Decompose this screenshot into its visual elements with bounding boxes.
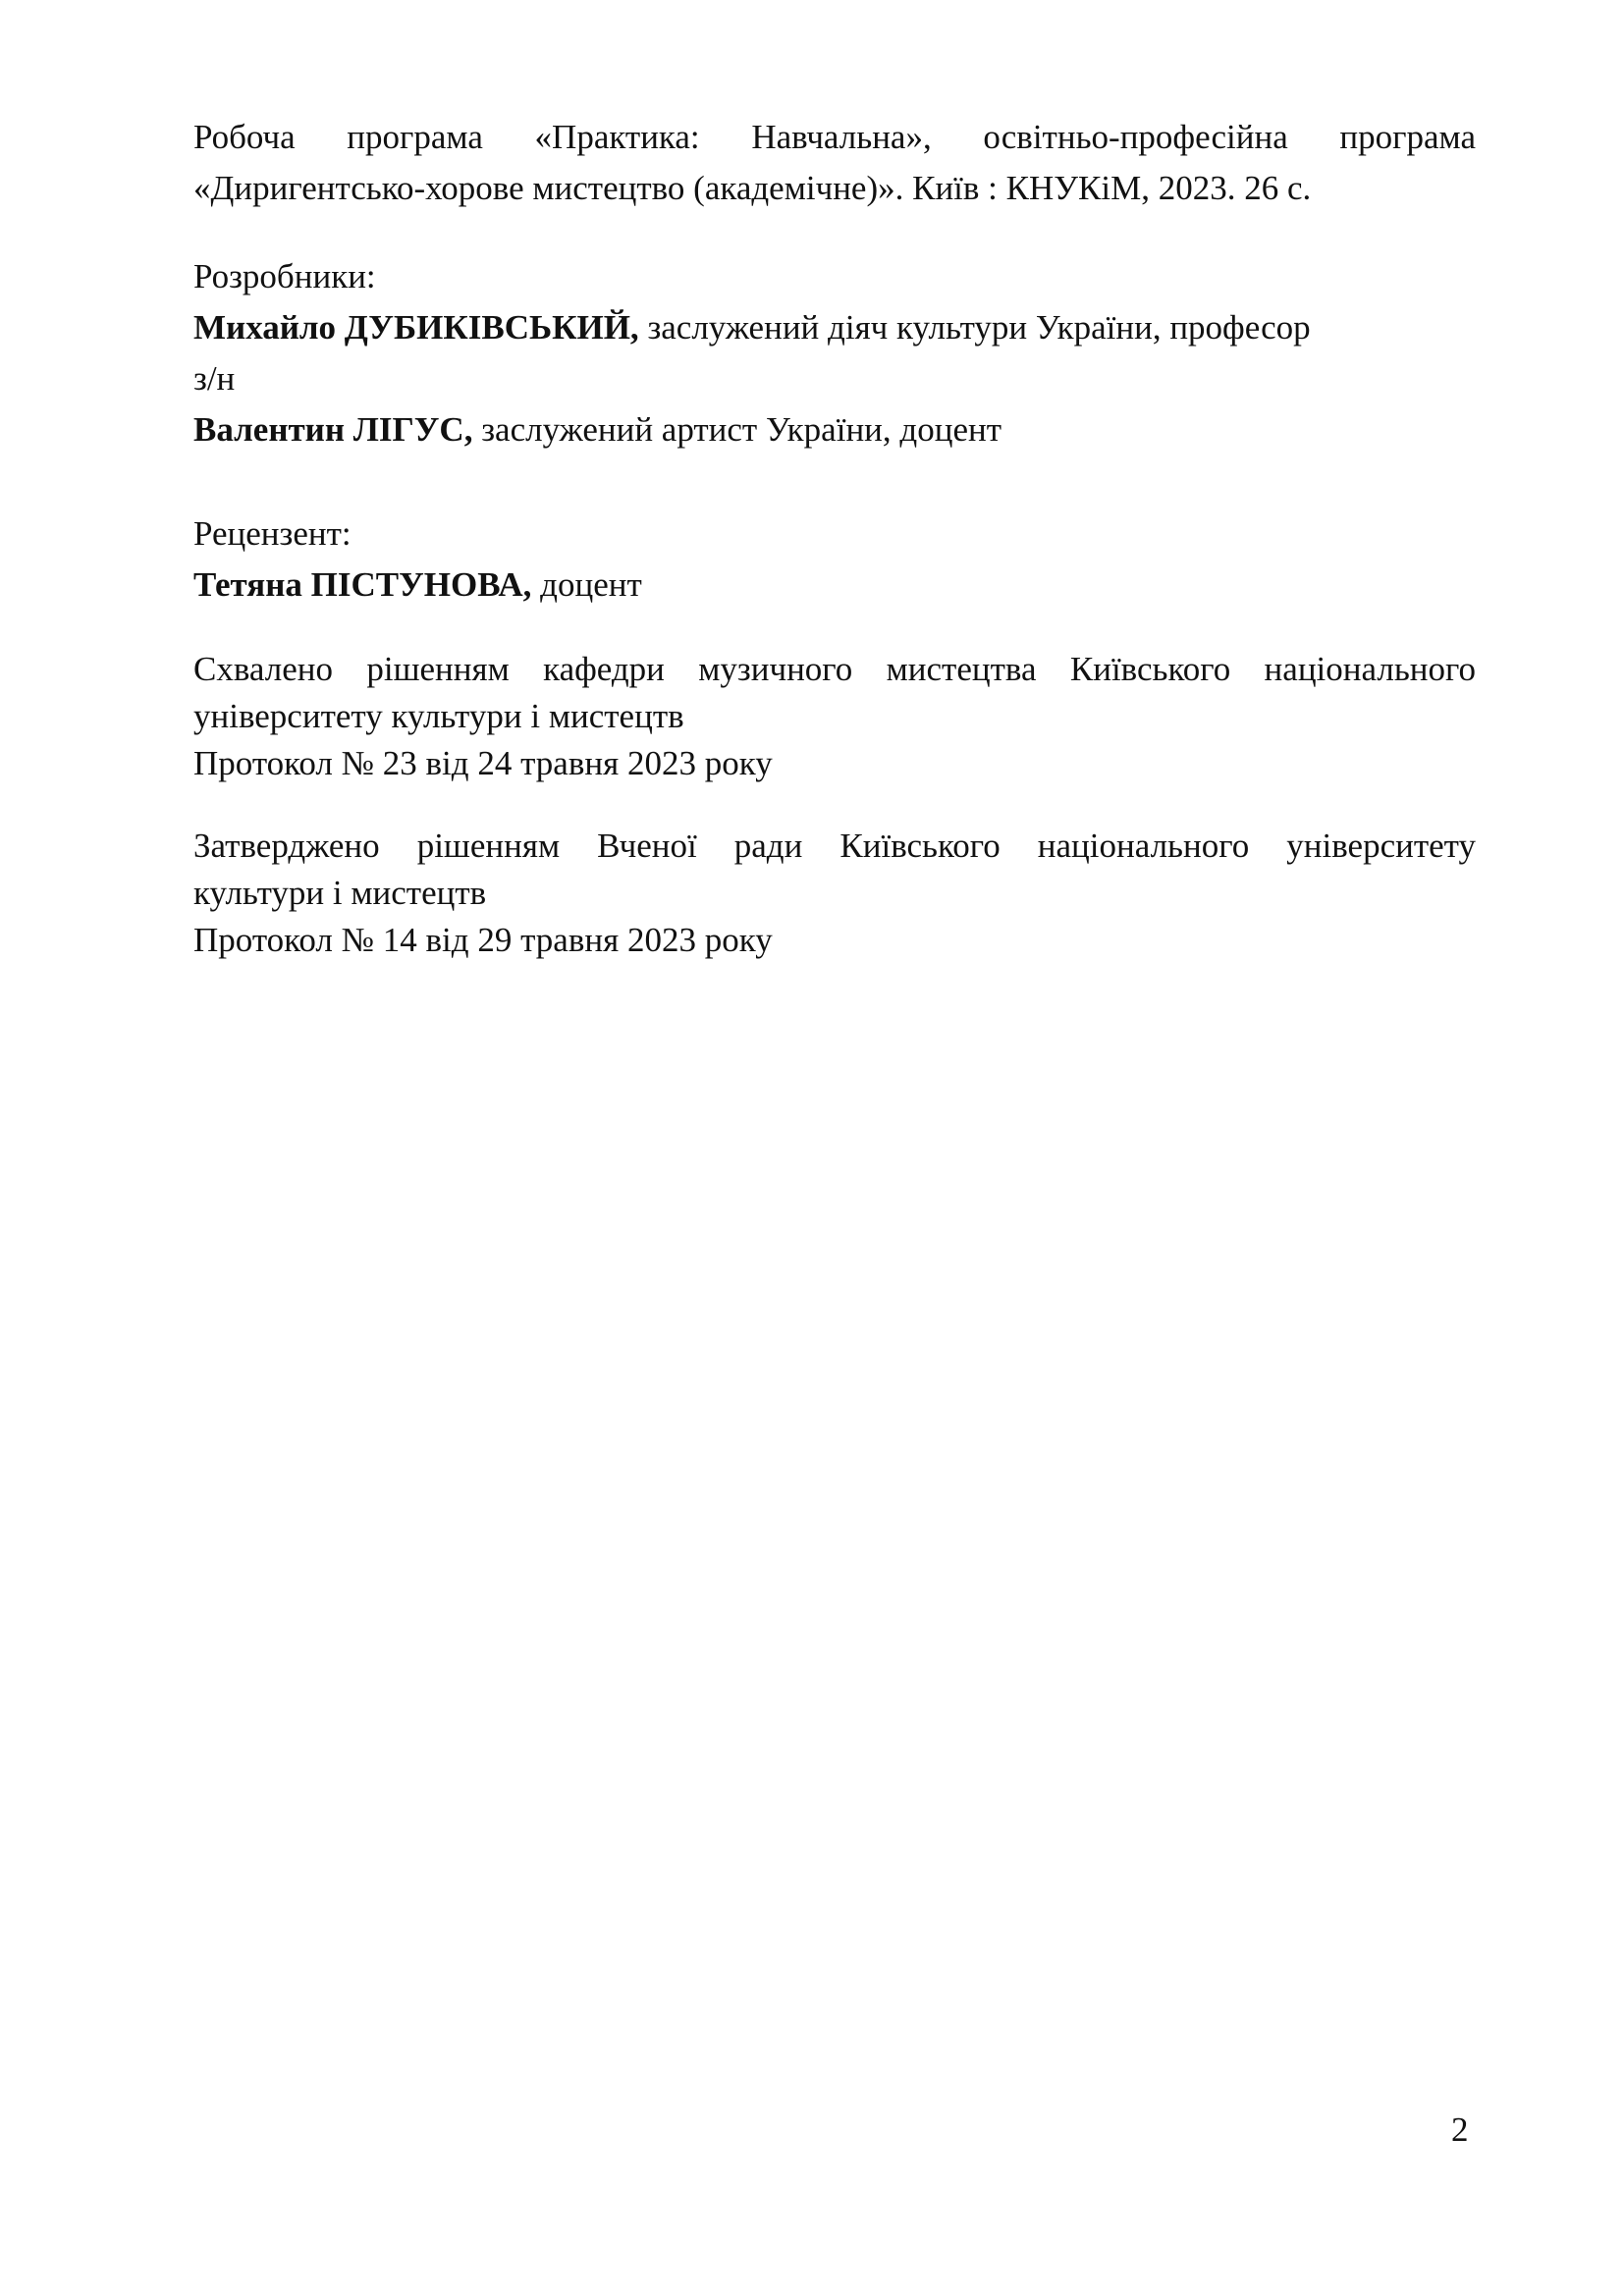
developer-2 <box>193 404 1476 455</box>
reviewer-title: доцент <box>531 565 642 604</box>
citation-line-2: «Диригентсько-хорове мистецтво (академічне)». Київ : КНУКіМ, 2023. 26 с. <box>193 169 1312 207</box>
reviewer-section <box>193 508 1476 611</box>
department-approval-line-2: університету культури і мистецтв <box>193 697 684 735</box>
developer-2-name: Валентин ЛІГУС, <box>193 410 473 449</box>
citation <box>193 112 1476 214</box>
council-approval-protocol: Протокол № 14 від 29 травня 2023 року <box>193 921 773 959</box>
council-approval <box>193 823 1476 964</box>
reviewer-name: Тетяна ПІСТУНОВА, <box>193 565 532 604</box>
department-approval-line-1: Схвалено рішенням кафедри музичного мистецтва Київського національного <box>193 650 1476 688</box>
department-approval-protocol: Протокол № 23 від 24 травня 2023 року <box>193 744 773 782</box>
developer-1-name: Михайло ДУБИКІВСЬКИЙ, <box>193 308 639 347</box>
council-approval-line-1: Затверджено рішенням Вченої ради Київського національного університету <box>193 827 1476 865</box>
page-number: 2 <box>1451 2110 1469 2149</box>
developers-heading: Розробники: <box>193 257 376 295</box>
developers-section <box>193 251 1476 455</box>
reviewer-heading: Рецензент: <box>193 514 352 553</box>
developer-1 <box>193 302 1476 353</box>
developer-2-title: заслужений артист України, доцент <box>472 410 1002 449</box>
developer-1-title-cont: з/н <box>193 359 236 398</box>
reviewer <box>193 560 1476 611</box>
developer-1-title: заслужений діяч культури України, професор <box>638 308 1311 347</box>
citation-line-1: Робоча програма «Практика: Навчальна», освітньо-професійна програма <box>193 118 1476 156</box>
council-approval-line-2: культури і мистецтв <box>193 874 487 912</box>
department-approval <box>193 646 1476 787</box>
